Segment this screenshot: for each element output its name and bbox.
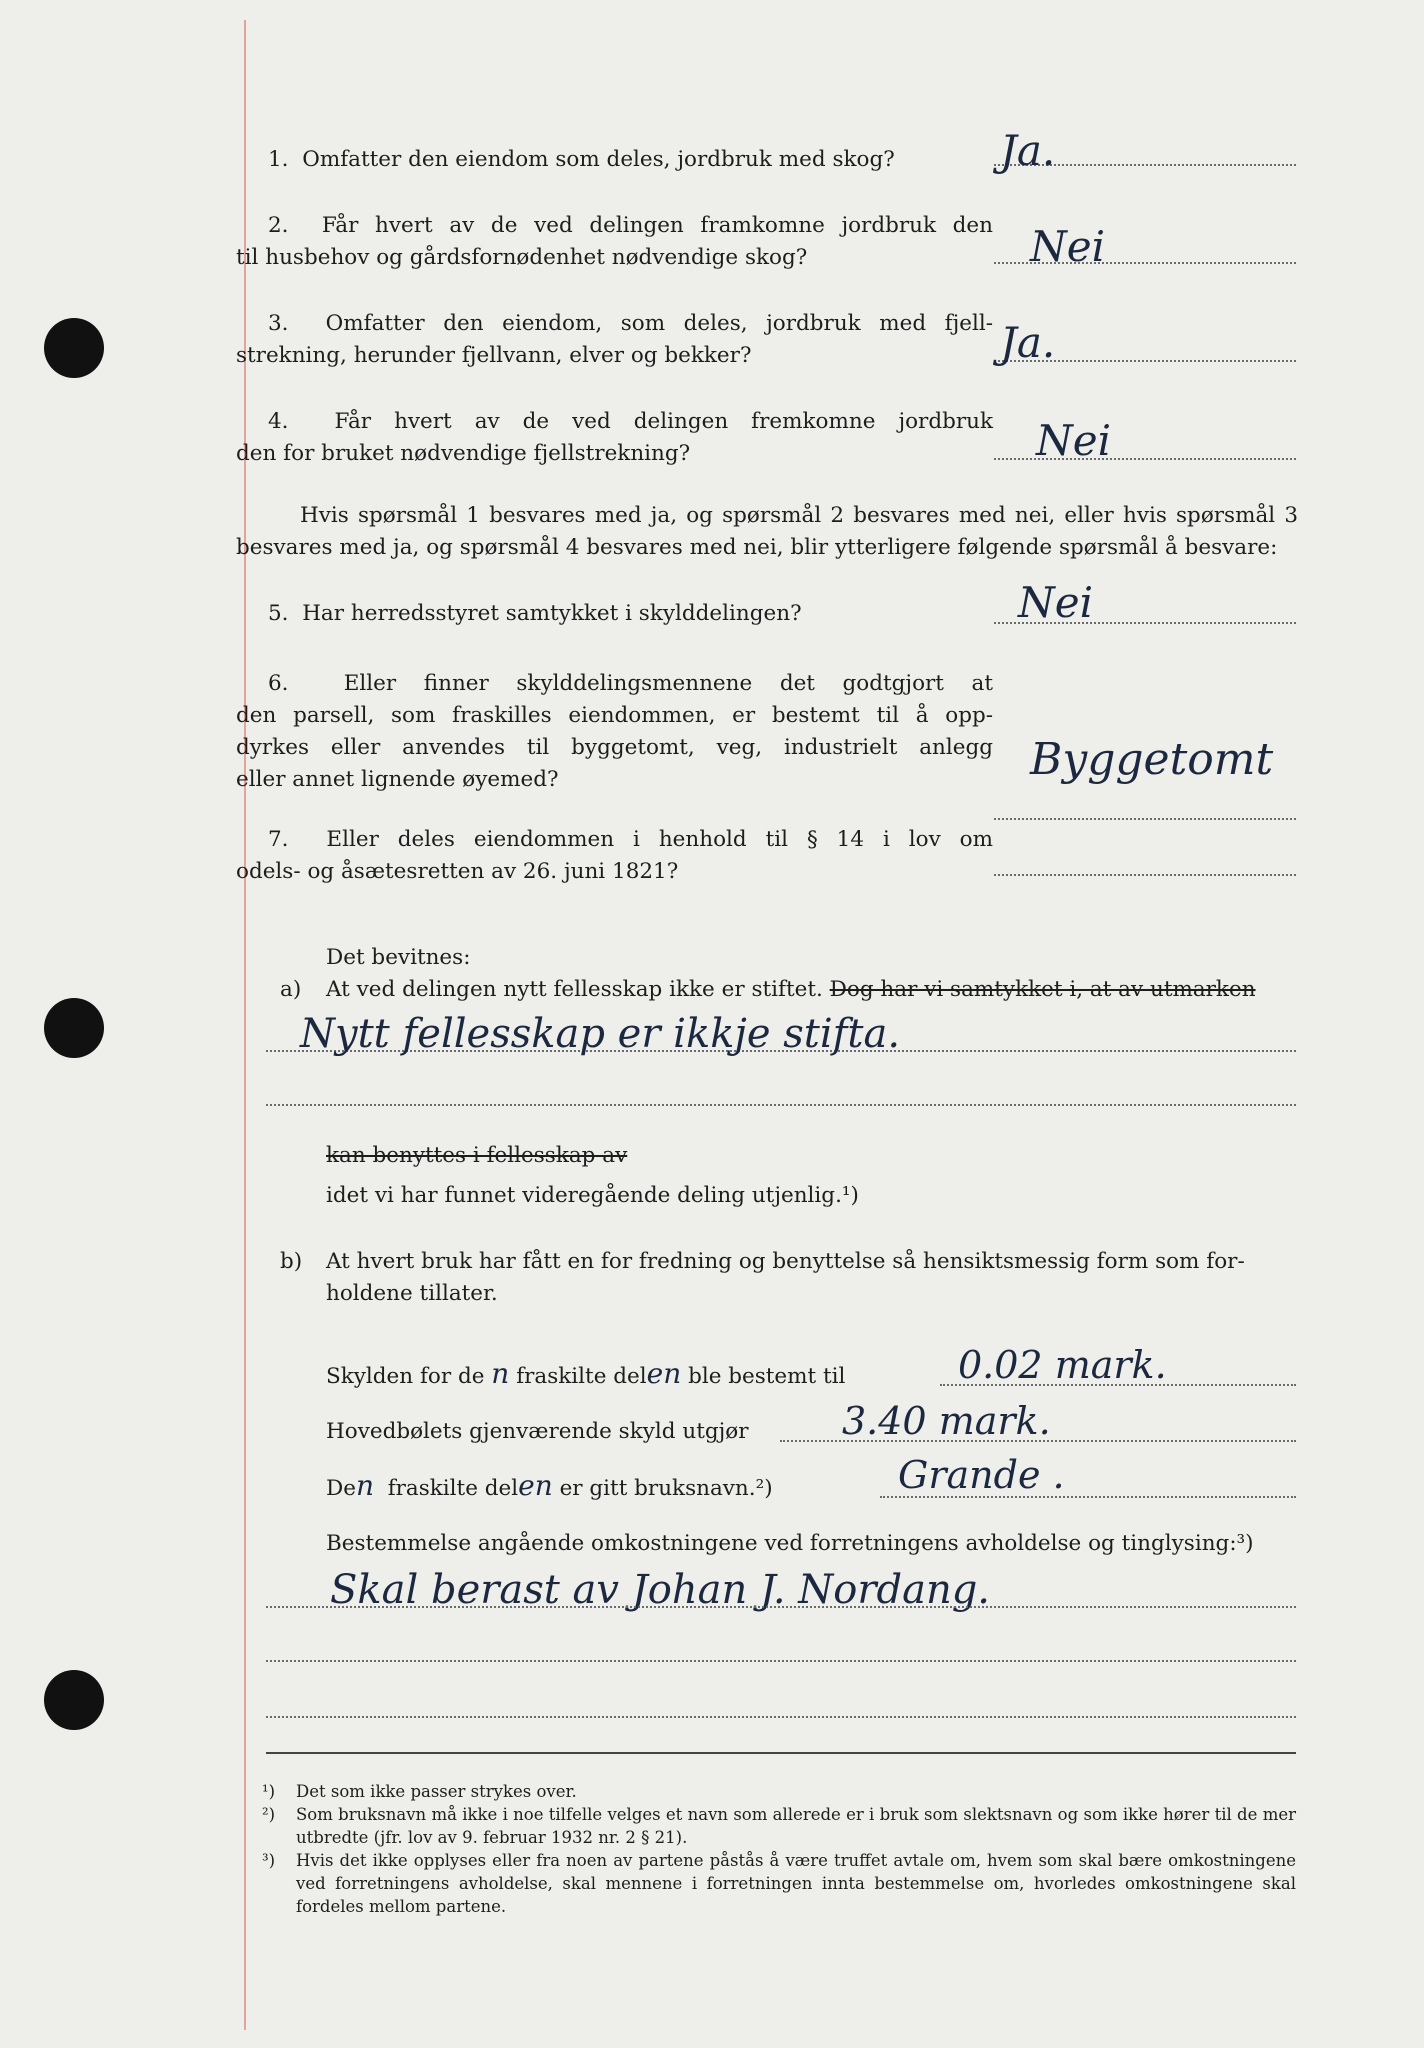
skyld-line-4: Bestemmelse angående omkostningene ved forretningens avholdelse og tinglysing:³)	[326, 1531, 1254, 1556]
skyld-value-3: Grande .	[898, 1453, 1065, 1497]
item-b-line1: At hvert bruk har fått en for fredning og benyttelse så hensiktsmessig form som for-	[326, 1249, 1245, 1274]
answer-2: Nei	[1030, 222, 1106, 271]
skyld-value-1: 0.02 mark.	[958, 1343, 1167, 1387]
skyld-line-2: Hovedbølets gjenværende skyld utgjør	[326, 1419, 749, 1444]
item-a-label: a)	[280, 977, 302, 1002]
answer-4: Nei	[1036, 416, 1112, 465]
answer-1: Ja.	[1000, 126, 1056, 175]
footnotes	[262, 1780, 1296, 1918]
punch-hole	[44, 318, 104, 378]
question-5: 5. Har herredsstyret samtykket i skylddelingen?	[268, 601, 802, 626]
condition-paragraph: Hvis spørsmål 1 besvares med ja, og spørsmål 2 besvares med nei, eller hvis spørsmål 3 besvares med ja, og spørsmål 4 besvares med nei, blir ytterligere følgende spørsmål å besvare:	[236, 503, 1298, 560]
footnote-2: ²) Som bruksnavn må ikke i noe tilfelle velges et navn som allerede er i bruk som slektsnavn og som ikke hører til de mer utbredte (jfr. lov av 9. februar 1932 nr. 2 § 21).	[262, 1805, 1296, 1847]
bevitnes-heading: Det bevitnes:	[326, 945, 471, 970]
question-3: 3. Omfatter den eiendom, som deles, jordbruk med fjell- strekning, herunder fjellvann, elver og bekker?	[236, 311, 994, 368]
question-7: 7. Eller deles eiendommen i henhold til § 14 i lov om odels- og åsætesretten av 26. juni 1821?	[236, 827, 994, 884]
punch-hole	[44, 1670, 104, 1730]
item-a-text2: idet vi har funnet videregående deling utjenlig.¹)	[326, 1183, 859, 1208]
skyld-line-3: Den fraskilte delen er gitt bruksnavn.²)	[326, 1469, 773, 1502]
question-2: 2. Får hvert av de ved delingen framkomne jordbruk den til husbehov og gårdsfornødenhet nødvendige skog?	[236, 213, 994, 270]
item-b-label: b)	[280, 1249, 303, 1274]
punch-hole	[44, 998, 104, 1058]
question-6: 6. Eller finner skylddelingsmennene det godtgjort at den parsell, som fraskilles eiendommen, er bestemt til å opp- dyrkes eller anvendes til byggetomt, veg, industrielt anlegg eller annet lignende øyemed?	[236, 671, 994, 792]
footnote-3: ³) Hvis det ikke opplyses eller fra noen av partene påstås å være truffet avtale om, hvem som skal bære omkostningene ved forretningens avholdelse, skal mennene i forretningen innta bestemmelse om, hvorledes omkostningene skal fordeles mellom partene.	[262, 1851, 1296, 1916]
question-4: 4. Får hvert av de ved delingen fremkomne jordbruk den for bruket nødvendige fjellstrekning?	[236, 409, 994, 466]
item-a-text: At ved delingen nytt fellesskap ikke er stiftet. Dog har vi samtykket i, at av utmarken	[326, 977, 1256, 1002]
footnote-1: ¹) Det som ikke passer strykes over.	[262, 1782, 577, 1801]
answer-6: Byggetomt	[1030, 734, 1274, 785]
margin-line	[244, 20, 246, 2030]
answer-5: Nei	[1018, 578, 1094, 627]
footnote-rule	[266, 1752, 1296, 1754]
skyld-line-1: Skylden for de n fraskilte delen ble bestemt til	[326, 1357, 846, 1390]
skyld-value-2: 3.40 mark.	[842, 1399, 1051, 1443]
answer-3: Ja.	[1000, 318, 1056, 367]
item-b-line2: holdene tillater.	[326, 1281, 498, 1306]
omkostning-handwriting: Skal berast av Johan J. Nordang.	[330, 1567, 991, 1613]
item-a-struck: kan benyttes i fellesskap av	[326, 1143, 628, 1168]
item-a-handwriting: Nytt fellesskap er ikkje stifta.	[300, 1011, 901, 1057]
question-1: 1. Omfatter den eiendom som deles, jordbruk med skog?	[268, 147, 895, 172]
